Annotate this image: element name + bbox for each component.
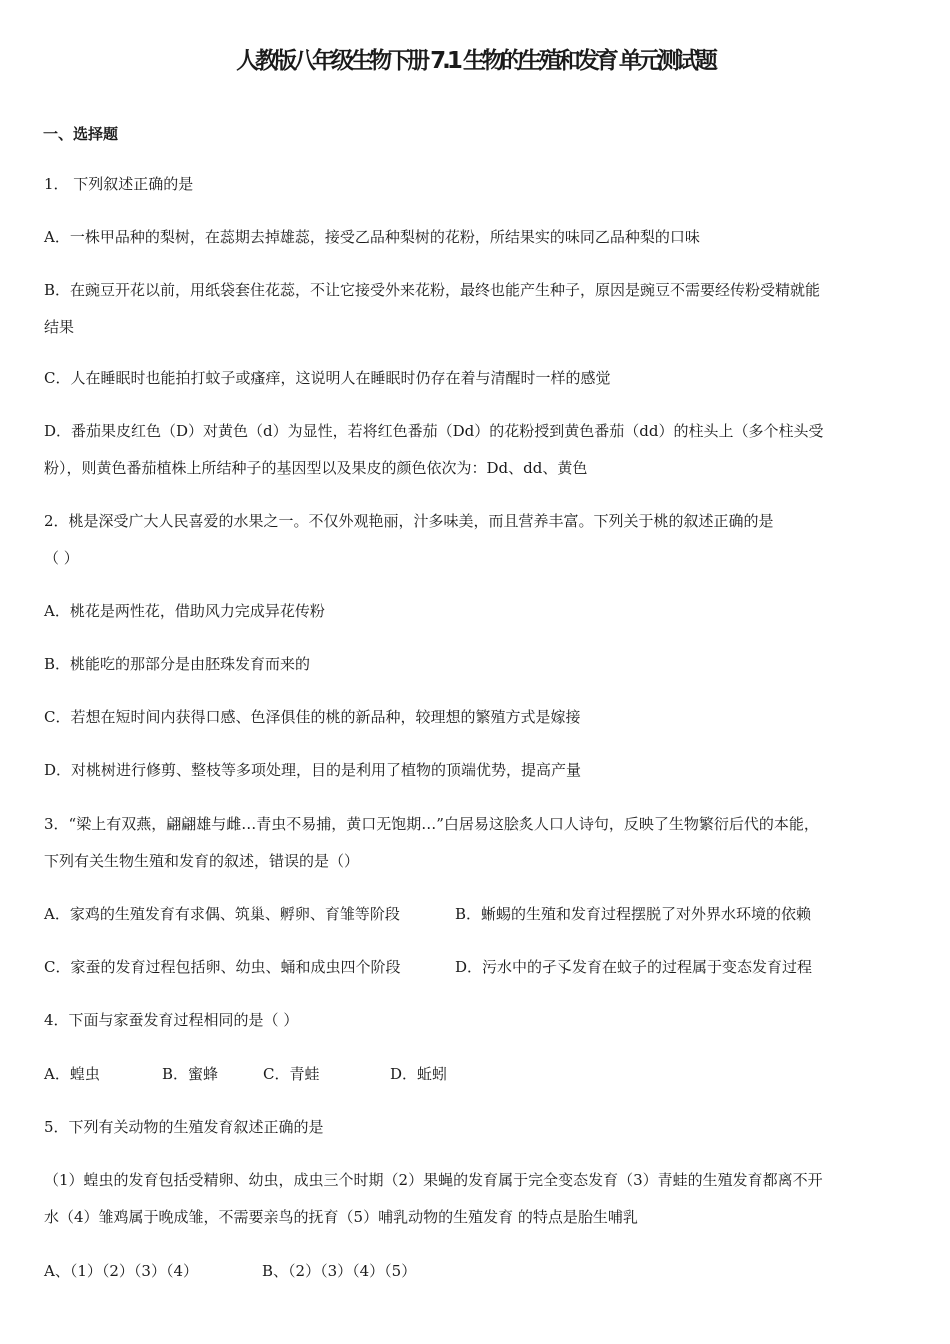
question-2-stem-line2: （ ） xyxy=(44,549,79,567)
question-1-option-d-line2: 粉），则黄色番茄植株上所结种子的基因型以及果皮的颜色依次为：Dd、dd、黄色 xyxy=(44,459,588,477)
question-1-option-c: C．人在睡眠时也能拍打蚊子或瘙痒，这说明人在睡眠时仍存在着与清醒时一样的感觉 xyxy=(44,369,611,387)
section-heading: 一、选择题 xyxy=(43,125,119,143)
question-3-stem-line2: 下列有关生物生殖和发育的叙述，错误的是（） xyxy=(44,852,360,870)
question-3-option-d: D．污水中的孑孓发育在蚊子的过程属于变态发育过程 xyxy=(455,958,813,976)
question-1-option-b-line2: 结果 xyxy=(44,318,75,336)
question-4-option-c: C．青蛙 xyxy=(263,1065,320,1083)
question-5-stem: 5．下列有关动物的生殖发育叙述正确的是 xyxy=(44,1118,324,1136)
question-5-option-a: A、（1）（2）（3）（4） xyxy=(44,1262,199,1280)
question-1-stem: 1． 下列叙述正确的是 xyxy=(44,175,194,193)
question-2-option-c: C．若想在短时间内获得口感、色泽俱佳的桃的新品种，较理想的繁殖方式是嫁接 xyxy=(44,708,581,726)
question-2-option-d: D．对桃树进行修剪、整枝等多项处理，目的是利用了植物的顶端优势，提高产量 xyxy=(44,761,582,779)
question-3-option-a: A．家鸡的生殖发育有求偶、筑巢、孵卵、育雏等阶段 xyxy=(44,905,400,923)
question-4-option-a: A．蝗虫 xyxy=(44,1065,100,1083)
page-title: 人教版八年级生物下册 7.1 生物的生殖和发育 单元测试题 xyxy=(236,48,714,74)
question-3-stem-line1: 3．“梁上有双燕，翩翩雄与雌…青虫不易捕，黄口无饱期…”白居易这脍炙人口人诗句，反映了生物繁衍后代的本能， xyxy=(44,815,819,833)
question-4-stem: 4．下面与家蚕发育过程相同的是（ ） xyxy=(44,1011,299,1029)
question-1-option-d-line1: D．番茄果皮红色（D）对黄色（d）为显性，若将红色番茄（Dd）的花粉授到黄色番茄（dd）的柱头上（多个柱头受 xyxy=(44,422,824,440)
question-2-stem-line1: 2．桃是深受广大人民喜爱的水果之一。不仅外观艳丽，汁多味美，而且营养丰富。下列关于桃的叙述正确的是 xyxy=(44,512,774,530)
question-3-option-c: C．家蚕的发育过程包括卵、幼虫、蛹和成虫四个阶段 xyxy=(44,958,401,976)
question-2-option-b: B．桃能吃的那部分是由胚珠发育而来的 xyxy=(44,655,311,673)
question-5-body-line2: 水（4）雏鸡属于晚成雏，不需要亲鸟的抚育（5）哺乳动物的生殖发育 的特点是胎生哺乳 xyxy=(44,1208,638,1226)
question-4-option-b: B．蜜蜂 xyxy=(162,1065,219,1083)
question-1-option-b-line1: B．在豌豆开花以前，用纸袋套住花蕊，不让它接受外来花粉，最终也能产生种子，原因是豌豆不需要经传粉受精就能 xyxy=(44,281,821,299)
question-4-option-d: D．蚯蚓 xyxy=(390,1065,448,1083)
question-5-option-b: B、（2）（3）（4）（5） xyxy=(262,1262,417,1280)
question-2-option-a: A．桃花是两性花，借助风力完成异花传粉 xyxy=(44,602,325,620)
question-5-body-line1: （1）蝗虫的发育包括受精卵、幼虫，成虫三个时期（2）果蝇的发育属于完全变态发育（3）青蛙的生殖发育都离不开 xyxy=(44,1171,823,1189)
question-3-option-b: B．蜥蜴的生殖和发育过程摆脱了对外界水环境的依赖 xyxy=(455,905,812,923)
question-1-option-a: A．一株甲品种的梨树，在蕊期去掉雄蕊，接受乙品种梨树的花粉，所结果实的味同乙品种梨的口味 xyxy=(44,228,700,246)
